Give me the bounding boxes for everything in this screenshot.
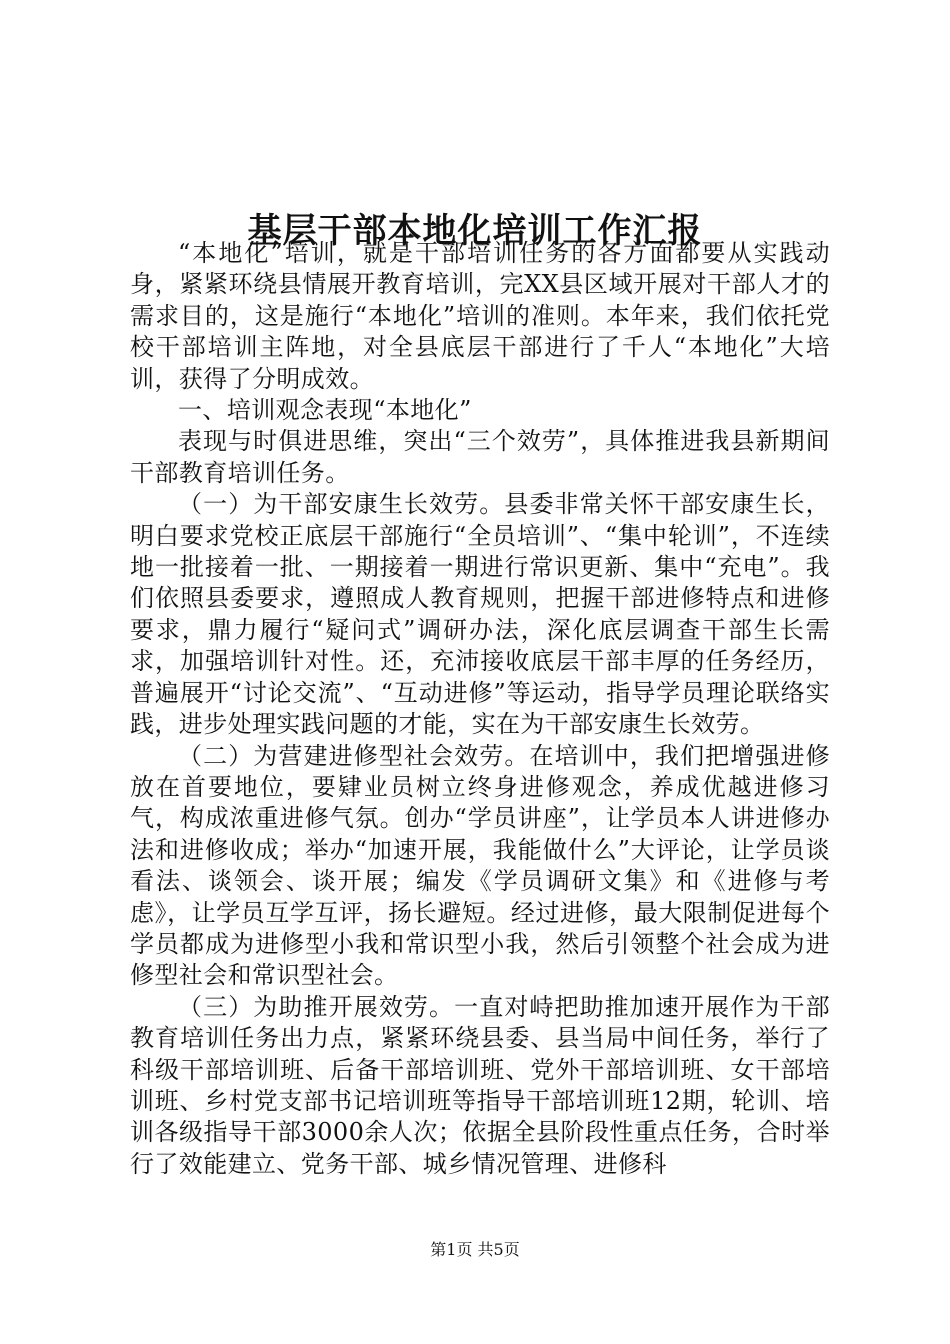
document-title: 基层干部本地化培训工作汇报 <box>247 210 703 251</box>
document-body <box>130 238 830 1180</box>
item-one-paragraph: （一）为干部安康生长效劳。县委非常关怀干部安康生长，明白要求党校正底层干部施行“全员培训”、“集中轮训”，不连续地一批接着一批、一期接着一期进行常识更新、集中“充电”。我们依照县委要求，遵照成人教育规则，把握干部进修特点和进修要求，鼎力履行“疑问式”调研办法，深化底层调查干部生长需求，加强培训针对性。还，充沛接收底层干部丰厚的任务经历，普遍展开“讨论交流”、“互动进修”等运动，指导学员理论联络实践，进步处理实践问题的才能，实在为干部安康生长效劳。 <box>130 490 830 739</box>
page-footer: 第1页 共5页 <box>430 1240 520 1259</box>
intro-paragraph: “本地化”培训，就是干部培训任务的各方面都要从实践动身，紧紧环绕县情展开教育培训，完XX县区域开展对干部人才的需求目的，这是施行“本地化”培训的准则。本年来，我们依托党校干部培训主阵地，对全县底层干部进行了千人“本地化”大培训，获得了分明成效。 <box>130 239 830 393</box>
item-three-paragraph: （三）为助推开展效劳。一直对峙把助推加速开展作为干部教育培训任务出力点，紧紧环绕县委、县当局中间任务，举行了科级干部培训班、后备干部培训班、党外干部培训班、女干部培训班、乡村党支部书记培训班等指导干部培训班12期，轮训、培训各级指导干部3000余人次；依据全县阶段性重点任务，合时举行了效能建立、党务干部、城乡情况管理、进修科 <box>130 992 830 1178</box>
section-heading: 一、培训观念表现“本地化” <box>178 396 472 425</box>
item-two-paragraph: （二）为营建进修型社会效劳。在培训中，我们把增强进修放在首要地位，要肄业员树立终身进修观念，养成优越进修习气，构成浓重进修气氛。创办“学员讲座”，让学员本人讲进修办法和进修收成；举办“加速开展，我能做什么”大评论，让学员谈看法、谈领会、谈开展；编发《学员调研文集》和《进修与考虑》，让学员互学互评，扬长避短。经过进修，最大限制促进每个学员都成为进修型小我和常识型小我，然后引领整个社会成为进修型社会和常识型社会。 <box>130 741 830 990</box>
section-intro-paragraph: 表现与时俱进思维，突出“三个效劳”，具体推进我县新期间干部教育培训任务。 <box>130 427 830 487</box>
